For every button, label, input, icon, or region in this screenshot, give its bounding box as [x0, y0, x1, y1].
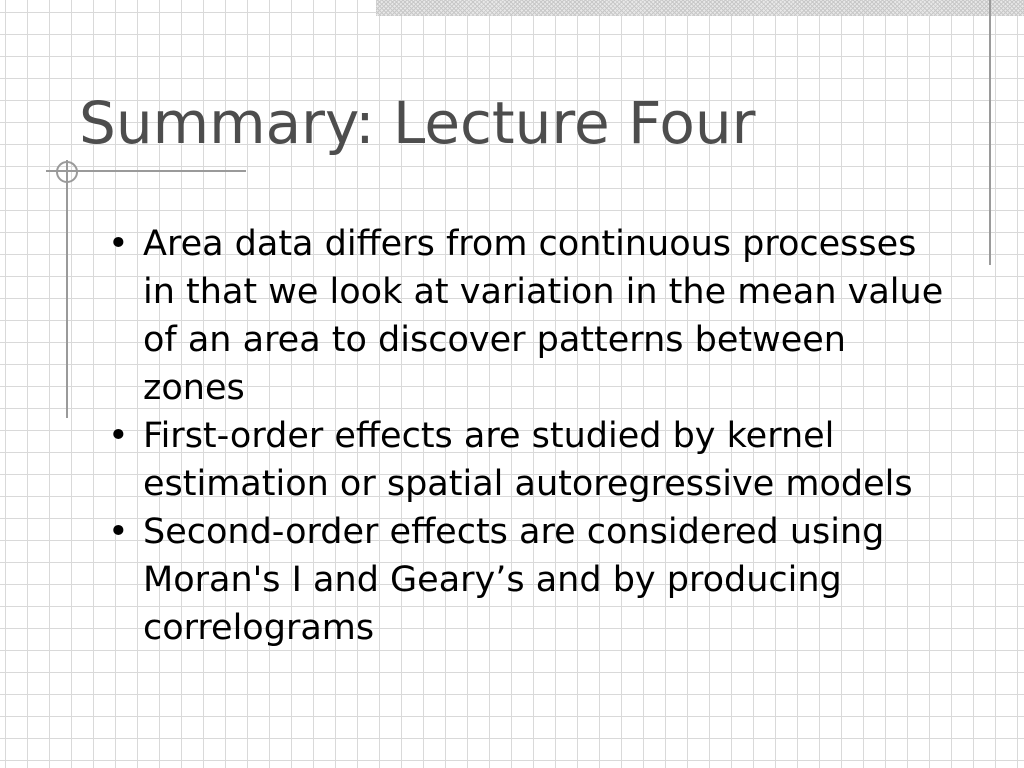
- right-vertical-rule: [989, 0, 991, 265]
- bullet-item: [108, 220, 958, 412]
- circle-ornament-icon: [56, 161, 78, 183]
- bullet-dot-icon: •: [108, 512, 129, 552]
- left-vertical-rule: [66, 160, 68, 418]
- bullet-text: First-order effects are studied by kernel estimation or spatial autoregressive models: [143, 416, 913, 504]
- bullet-item: [108, 508, 958, 652]
- bullet-text: Second-order effects are considered using Moran's I and Geary’s and by producing correlograms: [143, 512, 885, 648]
- bullet-list: [108, 220, 958, 652]
- bullet-item: [108, 412, 958, 508]
- bullet-dot-icon: •: [108, 224, 129, 264]
- bullet-dot-icon: •: [108, 416, 129, 456]
- bullet-text: Area data differs from continuous processes in that we look at variation in the mean value of an area to discover patterns between zones: [143, 224, 944, 408]
- top-pattern-band: [376, 0, 1024, 16]
- slide-title: Summary: Lecture Four: [79, 89, 756, 157]
